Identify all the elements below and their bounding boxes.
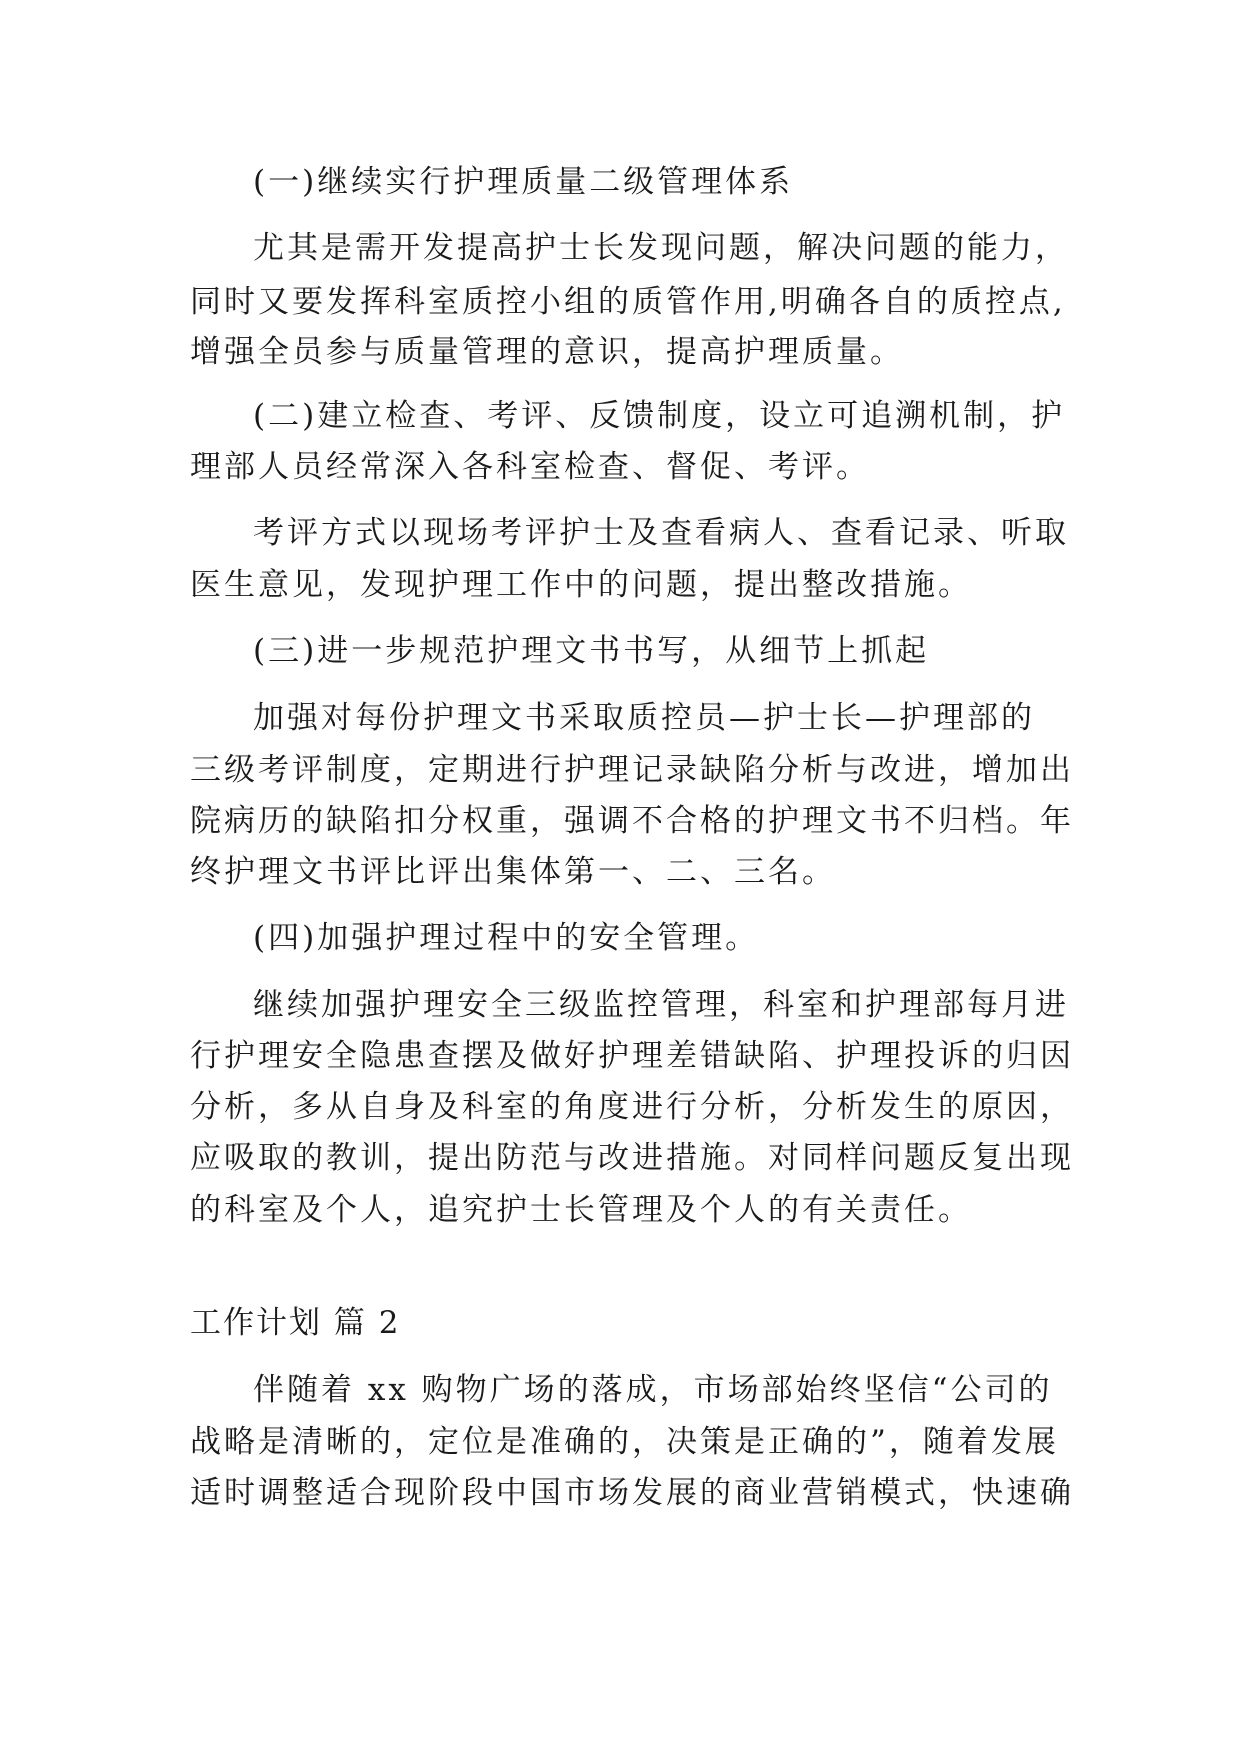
section-heading-3: (三)进一步规范护理文书书写，从细节上抓起 bbox=[253, 633, 930, 669]
paragraph-line: 战略是清晰的，定位是准确的，决策是正确的”，随着发展 bbox=[190, 1424, 1059, 1460]
section-heading-4: (四)加强护理过程中的安全管理。 bbox=[253, 920, 760, 956]
paragraph-line: 伴随着 xx 购物广场的落成，市场部始终坚信“公司的 bbox=[253, 1372, 1053, 1408]
paragraph-line: 的科室及个人，追究护士长管理及个人的有关责任。 bbox=[190, 1192, 972, 1228]
paragraph-line: 考评方式以现场考评护士及查看病人、查看记录、听取 bbox=[253, 515, 1069, 551]
paragraph-line: 医生意见，发现护理工作中的问题，提出整改措施。 bbox=[190, 567, 972, 603]
paragraph-line: 行护理安全隐患查摆及做好护理差错缺陷、护理投诉的归因 bbox=[190, 1038, 1074, 1074]
paragraph-line: 继续加强护理安全三级监控管理，科室和护理部每月进 bbox=[253, 987, 1069, 1023]
paragraph-line: 同时又要发挥科室质控小组的质管作用,明确各自的质控点, bbox=[190, 284, 1066, 320]
paragraph-line: 加强对每份护理文书采取质控员—护士长—护理部的 bbox=[253, 700, 1035, 736]
paragraph-line: 应吸取的教训，提出防范与改进措施。对同样问题反复出现 bbox=[190, 1140, 1074, 1176]
section-heading-2: (二)建立检查、考评、反馈制度，设立可追溯机制，护 bbox=[253, 398, 1066, 434]
section-title: 工作计划 篇 2 bbox=[190, 1305, 401, 1341]
paragraph-line: 增强全员参与质量管理的意识，提高护理质量。 bbox=[190, 334, 904, 370]
paragraph-line: 理部人员经常深入各科室检查、督促、考评。 bbox=[190, 449, 870, 485]
paragraph-line: 院病历的缺陷扣分权重，强调不合格的护理文书不归档。年 bbox=[190, 803, 1074, 839]
paragraph-line: 适时调整适合现阶段中国市场发展的商业营销模式，快速确 bbox=[190, 1475, 1074, 1511]
paragraph-line: 分析，多从自身及科室的角度进行分析，分析发生的原因， bbox=[190, 1089, 1074, 1125]
paragraph-line: 三级考评制度，定期进行护理记录缺陷分析与改进，增加出 bbox=[190, 752, 1074, 788]
paragraph-line: 尤其是需开发提高护士长发现问题，解决问题的能力， bbox=[253, 230, 1069, 266]
section-heading-1: (一)继续实行护理质量二级管理体系 bbox=[253, 164, 794, 200]
paragraph-line: 终护理文书评比评出集体第一、二、三名。 bbox=[190, 854, 836, 890]
